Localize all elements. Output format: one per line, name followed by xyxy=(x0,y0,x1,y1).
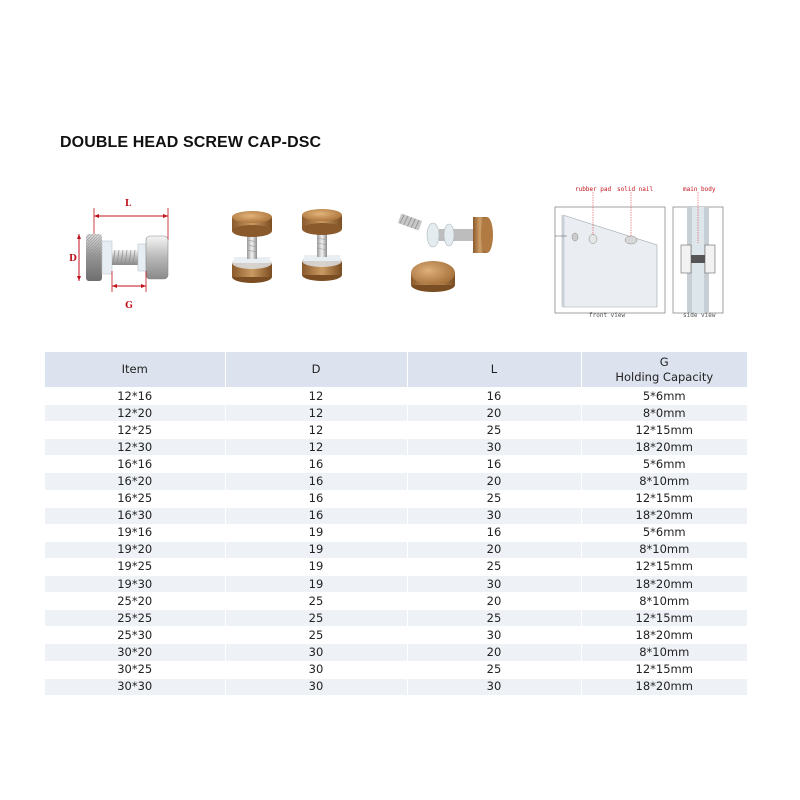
cell-item: 12*30 xyxy=(45,439,225,456)
cell-l: 30 xyxy=(407,576,581,593)
front-view-label: front view xyxy=(589,312,626,319)
cell-d: 25 xyxy=(225,610,407,627)
table-row xyxy=(45,661,747,678)
cell-d: 12 xyxy=(225,388,407,405)
cell-l: 25 xyxy=(407,490,581,507)
cell-item: 25*20 xyxy=(45,593,225,610)
cell-d: 12 xyxy=(225,422,407,439)
cell-d: 25 xyxy=(225,627,407,644)
cell-g: 18*20mm xyxy=(581,627,747,644)
cell-l: 16 xyxy=(407,524,581,541)
cell-l: 25 xyxy=(407,558,581,575)
cell-d: 30 xyxy=(225,678,407,695)
cell-item: 12*16 xyxy=(45,388,225,405)
cell-d: 19 xyxy=(225,524,407,541)
column-header-g xyxy=(581,352,747,388)
cell-l: 25 xyxy=(407,422,581,439)
cell-d: 30 xyxy=(225,644,407,661)
table-row xyxy=(45,558,747,575)
table-row xyxy=(45,627,747,644)
cell-item: 16*25 xyxy=(45,490,225,507)
table-body xyxy=(45,388,747,696)
column-header-d: D xyxy=(225,352,407,388)
main-body-label: main body xyxy=(683,186,716,193)
column-header-g-label: G xyxy=(659,354,669,369)
cell-g: 8*10mm xyxy=(581,473,747,490)
table-row xyxy=(45,593,747,610)
table-row xyxy=(45,473,747,490)
cell-l: 30 xyxy=(407,507,581,524)
solid-nail-label: solid nail xyxy=(617,186,654,193)
table-row xyxy=(45,644,747,661)
cell-item: 12*20 xyxy=(45,405,225,422)
cell-d: 16 xyxy=(225,456,407,473)
rubber-pad-label: rubber pad xyxy=(575,186,612,193)
column-header-item: Item xyxy=(45,352,225,388)
cell-l: 16 xyxy=(407,388,581,405)
dimension-d-label: D xyxy=(69,254,77,264)
cell-g: 12*15mm xyxy=(581,490,747,507)
table-row xyxy=(45,678,747,695)
table-row xyxy=(45,388,747,405)
cell-item: 19*20 xyxy=(45,541,225,558)
cell-l: 16 xyxy=(407,456,581,473)
page-title: DOUBLE HEAD SCREW CAP-DSC xyxy=(60,134,322,151)
dimension-l-label: L xyxy=(124,199,132,209)
cell-l: 25 xyxy=(407,661,581,678)
cell-d: 12 xyxy=(225,439,407,456)
cell-item: 19*16 xyxy=(45,524,225,541)
table-header-row xyxy=(45,352,747,388)
side-view-label: side view xyxy=(683,312,716,319)
cell-g: 18*20mm xyxy=(581,507,747,524)
cell-g: 5*6mm xyxy=(581,388,747,405)
column-header-holding-capacity: Holding Capacity xyxy=(615,369,714,384)
installation-diagram xyxy=(553,183,725,323)
table-row xyxy=(45,490,747,507)
cell-item: 30*20 xyxy=(45,644,225,661)
table-row xyxy=(45,456,747,473)
cell-l: 25 xyxy=(407,610,581,627)
cell-g: 8*0mm xyxy=(581,405,747,422)
cell-g: 12*15mm xyxy=(581,610,747,627)
cell-item: 25*30 xyxy=(45,627,225,644)
cell-l: 30 xyxy=(407,439,581,456)
cell-g: 8*10mm xyxy=(581,644,747,661)
table-row xyxy=(45,541,747,558)
cell-item: 16*30 xyxy=(45,507,225,524)
cell-item: 16*20 xyxy=(45,473,225,490)
table-row xyxy=(45,576,747,593)
cell-item: 30*25 xyxy=(45,661,225,678)
table-row xyxy=(45,405,747,422)
table-row xyxy=(45,524,747,541)
table-row xyxy=(45,610,747,627)
cell-d: 12 xyxy=(225,405,407,422)
cell-d: 19 xyxy=(225,576,407,593)
cell-l: 30 xyxy=(407,678,581,695)
cell-g: 8*10mm xyxy=(581,593,747,610)
cell-g: 8*10mm xyxy=(581,541,747,558)
cell-g: 12*15mm xyxy=(581,661,747,678)
cell-d: 16 xyxy=(225,490,407,507)
cell-item: 16*16 xyxy=(45,456,225,473)
cell-d: 25 xyxy=(225,593,407,610)
cell-l: 20 xyxy=(407,405,581,422)
cell-g: 18*20mm xyxy=(581,576,747,593)
cell-l: 20 xyxy=(407,593,581,610)
cell-l: 20 xyxy=(407,473,581,490)
cell-d: 19 xyxy=(225,541,407,558)
cell-g: 18*20mm xyxy=(581,439,747,456)
dimension-figure xyxy=(66,186,178,312)
cell-item: 12*25 xyxy=(45,422,225,439)
cell-d: 19 xyxy=(225,558,407,575)
cell-item: 19*25 xyxy=(45,558,225,575)
table-row xyxy=(45,439,747,456)
cell-l: 30 xyxy=(407,627,581,644)
cell-g: 18*20mm xyxy=(581,678,747,695)
cell-l: 20 xyxy=(407,644,581,661)
spec-table xyxy=(45,352,747,696)
table-row xyxy=(45,507,747,524)
cell-d: 30 xyxy=(225,661,407,678)
cell-item: 25*25 xyxy=(45,610,225,627)
cell-g: 12*15mm xyxy=(581,422,747,439)
cell-d: 16 xyxy=(225,473,407,490)
cell-g: 12*15mm xyxy=(581,558,747,575)
cell-l: 20 xyxy=(407,541,581,558)
cell-item: 30*30 xyxy=(45,678,225,695)
cell-d: 16 xyxy=(225,507,407,524)
column-header-l: L xyxy=(407,352,581,388)
bronze-caps-photo xyxy=(220,195,360,295)
table-row xyxy=(45,422,747,439)
cell-item: 19*30 xyxy=(45,576,225,593)
cell-g: 5*6mm xyxy=(581,524,747,541)
cell-g: 5*6mm xyxy=(581,456,747,473)
exploded-view-photo xyxy=(385,195,505,305)
dimension-g-label: G xyxy=(125,301,133,311)
